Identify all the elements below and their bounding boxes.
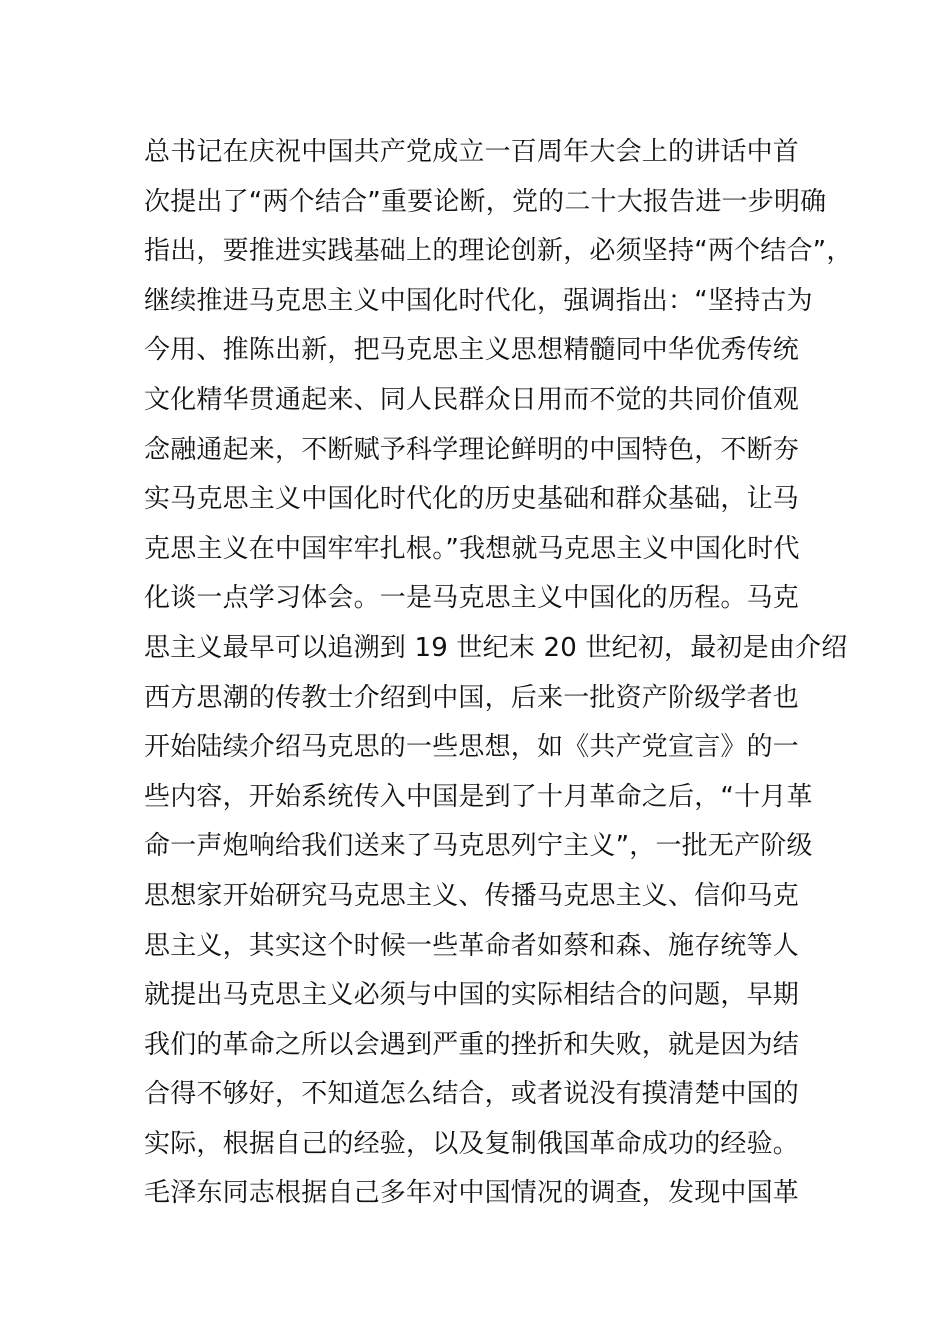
text-line: 思想家开始研究马克思主义、传播马克思主义、信仰马克 [144,880,800,911]
text-line: 些内容，开始系统传入中国是到了十月革命之后，“十月革 [144,781,813,812]
text-line: 指出，要推进实践基础上的理论创新，必须坚持“两个结合”， [144,236,853,267]
text-line: 念融通起来，不断赋予科学理论鲜明的中国特色，不断夯 [144,434,800,465]
text-line: 思主义，其实这个时候一些革命者如蔡和森、施存统等人 [144,930,800,961]
text-line: 思主义最早可以追溯到 19 世纪末 20 世纪初，最初是由介绍 [144,632,848,663]
text-line: 开始陆续介绍马克思的一些思想，如《共产党宣言》的一 [144,732,800,763]
text-line: 实马克思主义中国化时代化的历史基础和群众基础，让马 [144,484,800,515]
text-line: 总书记在庆祝中国共产党成立一百周年大会上的讲话中首 [144,137,800,167]
text-line: 就提出马克思主义必须与中国的实际相结合的问题，早期 [144,980,800,1011]
text-line: 毛泽东同志根据自己多年对中国情况的调查，发现中国革 [144,1178,800,1209]
text-line: 今用、推陈出新，把马克思主义思想精髓同中华优秀传统 [144,335,800,366]
text-line: 克思主义在中国牢牢扎根。”我想就马克思主义中国化时代 [144,533,800,564]
text-line: 文化精华贯通起来、同人民群众日用而不觉的共同价值观 [144,384,800,415]
text-line: 实际，根据自己的经验，以及复制俄国革命成功的经验。 [144,1128,800,1159]
text-line: 次提出了“两个结合”重要论断，党的二十大报告进一步明确 [144,186,827,217]
text-line: 我们的革命之所以会遇到严重的挫折和失败，就是因为结 [144,1029,800,1060]
text-line: 化谈一点学习体会。一是马克思主义中国化的历程。马克 [144,583,800,614]
text-line: 命一声炮响给我们送来了马克思列宁主义”，一批无产阶级 [144,831,813,862]
text-line: 西方思潮的传教士介绍到中国，后来一批资产阶级学者也 [144,682,800,713]
text-line: 合得不够好，不知道怎么结合，或者说没有摸清楚中国的 [144,1079,800,1110]
body-paragraph [144,128,853,1219]
text-line: 继续推进马克思主义中国化时代化，强调指出：“坚持古为 [144,285,813,316]
